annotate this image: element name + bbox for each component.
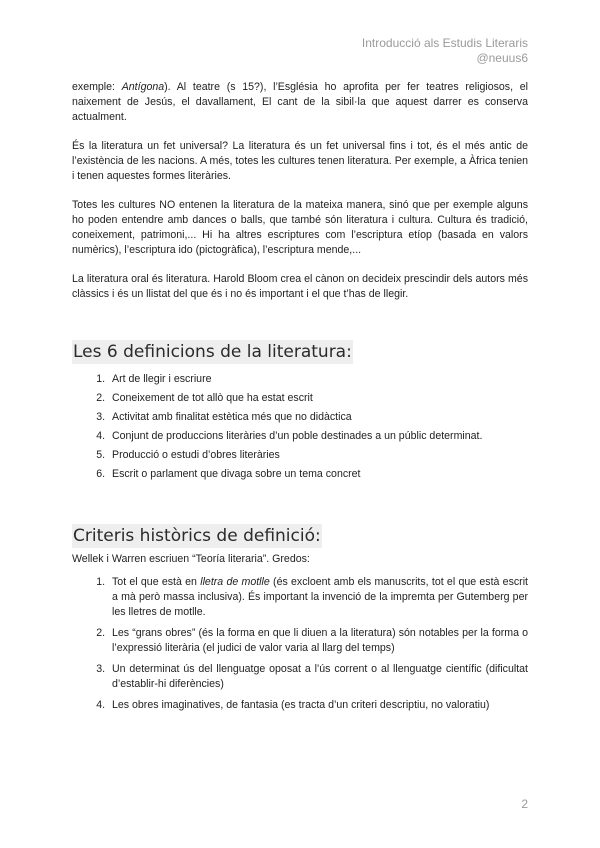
criteria-item: 4. Les obres imaginatives, de fantasia (es tracta d’un criteri descriptiu, no valoratiu)	[108, 698, 528, 713]
paragraph-1-rest: ). Al teatre (s 15?), l’Església ho aprofita per fer teatres religiosos, el naixement de Jesús, el davallament, El cant de la sibil·la que aquest darrer es conserva actualment.	[72, 81, 528, 123]
section-heading-definitions: Les 6 definicions de la literatura:	[73, 342, 352, 362]
document-title: Introducció als Estudis Literaris	[361, 36, 528, 50]
criteria-intro: Wellek i Warren escriuen “Teoría literaria”. Gredos:	[72, 553, 310, 565]
paragraph-1-start: exemple:	[72, 81, 122, 93]
criteria-item-1-rest: (és excloent amb els manuscrits, tot el que està escrit a mà però massa inclusiva). És important la invenció de la impremta per Gutemberg per les lletres de motlle.	[112, 576, 528, 618]
definitions-list	[72, 372, 528, 482]
antigona-title: Antígona	[121, 81, 165, 93]
criteria-item-1-start: Tot el que està en	[112, 576, 201, 588]
definition-item: 2. Coneixement de tot allò que ha estat escrit	[108, 391, 528, 406]
definition-item: 6. Escrit o parlament que divaga sobre un tema concret	[108, 467, 528, 482]
paragraph-3: Totes les cultures NO entenen la literatura de la mateixa manera, sinó que per exemple alguns ho poden entendre amb dances o balls, que també són literatura i cultura. Cultura és tradició, coneixement, patrimoni,... Hi ha altres escriptures com l’escriptura etíop (basada en valors numèrics), l’escriptura ido (pictogràfica), l’escriptura mende,...	[72, 199, 528, 256]
author-handle: @neuus6	[476, 51, 528, 65]
criteria-item: 2. Les “grans obres” (és la forma en que li diuen a la literatura) són notables per la forma o l’expressió literària (el judici de valor varia al llarg del temps)	[108, 626, 528, 656]
definition-item: 5. Producció o estudi d’obres literàries	[108, 448, 528, 463]
paragraph-4: La literatura oral és literatura. Harold Bloom crea el cànon on decideix prescindir dels autors més clàssics i és un llistat del que és i no és important i el que t’has de llegir.	[72, 273, 528, 300]
definition-item: 3. Activitat amb finalitat estètica més que no didàctica	[108, 410, 528, 425]
page-header	[362, 36, 528, 66]
section-heading-criteria: Criteris històrics de definició:	[73, 526, 321, 546]
criteria-item: 3. Un determinat ús del llenguatge oposat a l’ús corrent o al llenguatge científic (dificultat d’establir-hi diferències)	[108, 662, 528, 692]
paragraph-2: És la literatura un fet universal? La literatura és un fet universal fins i tot, és el més antic de l’existència de les nacions. A més, totes les cultures tenen literatura. Per exemple, a Àfrica tenien i tenen aquestes formes literàries.	[72, 140, 528, 182]
definition-item: 1. Art de llegir i escriure	[108, 372, 528, 387]
definition-item: 4. Conjunt de produccions literàries d’un poble destinades a un públic determinat.	[108, 429, 528, 444]
paragraph-1	[72, 80, 528, 125]
criteria-item	[108, 575, 528, 620]
page-content	[72, 80, 528, 719]
page-number: 2	[521, 797, 528, 811]
criteria-list	[72, 575, 528, 713]
lletra-de-motlle: lletra de motlle	[200, 576, 270, 588]
